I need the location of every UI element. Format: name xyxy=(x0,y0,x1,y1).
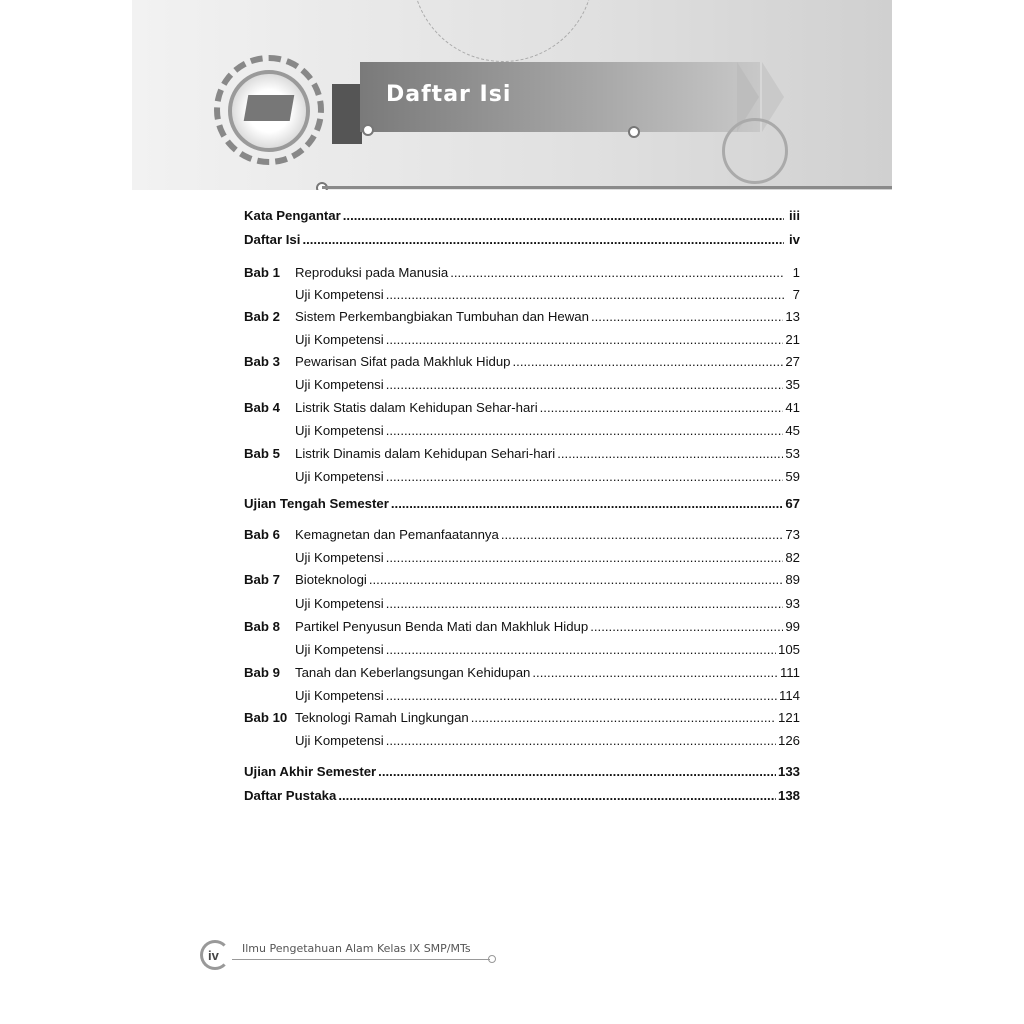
chapter-number xyxy=(244,423,295,439)
dot-leader xyxy=(338,788,776,804)
book-title: Ilmu Pengetahuan Alam Kelas IX SMP/MTs xyxy=(242,942,471,955)
chapter-number: Bab 6 xyxy=(244,527,280,542)
dot-leader xyxy=(590,619,783,635)
dot-leader xyxy=(302,232,784,248)
entry-page: 35 xyxy=(785,377,800,392)
chapter-number xyxy=(244,287,295,303)
toc-entry xyxy=(244,527,800,543)
entry-title: Ujian Akhir Semester xyxy=(244,764,377,779)
entry-page: 73 xyxy=(785,527,800,542)
dot-leader xyxy=(378,764,776,780)
chapter-number: Bab 8 xyxy=(244,619,280,634)
chapter-number: Bab 10 xyxy=(244,710,288,725)
toc-entry xyxy=(244,788,800,804)
chapter-number xyxy=(244,733,295,749)
entry-title: Tanah dan Keberlangsungan Kehidupan xyxy=(295,665,531,680)
entry-page: 45 xyxy=(785,423,800,438)
chapter-number xyxy=(244,469,295,485)
dot-leader xyxy=(369,572,783,588)
toc-entry xyxy=(244,377,800,393)
gear-icon xyxy=(722,118,788,184)
toc-entry xyxy=(244,572,800,588)
toc-entry xyxy=(244,446,800,462)
entry-title: Bioteknologi xyxy=(295,572,367,587)
entry-page: 126 xyxy=(777,733,800,748)
entry-page: 111 xyxy=(779,665,800,680)
entry-title: Uji Kompetensi xyxy=(295,733,384,748)
entry-page: 138 xyxy=(777,788,800,803)
toc-entry xyxy=(244,309,800,325)
entry-page: 53 xyxy=(785,446,800,461)
chapter-number xyxy=(244,596,295,612)
entry-title: Reproduksi pada Manusia xyxy=(295,265,449,280)
entry-page: 67 xyxy=(785,496,800,511)
entry-page: 59 xyxy=(785,469,800,484)
entry-title: Ujian Tengah Semester xyxy=(244,496,389,511)
dot-leader xyxy=(386,469,784,485)
dot-leader xyxy=(540,400,784,416)
entry-page: 27 xyxy=(785,354,800,369)
chapter-number xyxy=(244,332,295,348)
entry-page: 99 xyxy=(785,619,800,634)
chapter-number: Bab 4 xyxy=(244,400,280,415)
decorative-dashed-circle xyxy=(412,0,594,62)
dot-leader xyxy=(386,377,784,393)
dot-leader xyxy=(386,550,784,566)
node-icon xyxy=(362,124,374,136)
entry-page: iv xyxy=(789,232,800,247)
toc-entry xyxy=(244,764,800,780)
entry-page: 41 xyxy=(785,400,800,415)
toc-entry xyxy=(244,688,800,704)
entry-title: Uji Kompetensi xyxy=(295,688,384,703)
chapter-number: Bab 2 xyxy=(244,309,280,324)
dot-leader xyxy=(386,642,776,658)
page-number: iv xyxy=(208,948,219,963)
dot-leader xyxy=(343,208,784,224)
banner-divider xyxy=(322,186,892,189)
chapter-number: Bab 1 xyxy=(244,265,280,280)
dot-leader xyxy=(501,527,784,543)
page-title: Daftar Isi xyxy=(386,82,512,107)
entry-title: Listrik Statis dalam Kehidupan Sehar-hari xyxy=(295,400,538,415)
entry-page: 114 xyxy=(778,688,800,703)
entry-title: Uji Kompetensi xyxy=(295,332,384,347)
dot-leader xyxy=(532,665,778,681)
toc-entry xyxy=(244,665,800,681)
chapter-number: Bab 3 xyxy=(244,354,280,369)
toc-entry xyxy=(244,596,800,612)
dot-leader xyxy=(391,496,783,512)
entry-page: 105 xyxy=(777,642,800,657)
ribbon-fold xyxy=(332,84,362,144)
node-icon xyxy=(628,126,640,138)
toc-entry xyxy=(244,550,800,566)
entry-title: Pewarisan Sifat pada Makhluk Hidup xyxy=(295,354,511,369)
footer-line-end-icon xyxy=(488,955,496,963)
chapter-number xyxy=(244,688,295,704)
entry-title: Uji Kompetensi xyxy=(295,377,384,392)
toc-entry xyxy=(244,208,800,224)
chapter-number xyxy=(244,642,295,658)
dot-leader xyxy=(386,423,784,439)
entry-page: 21 xyxy=(785,332,800,347)
chapter-number: Bab 7 xyxy=(244,572,280,587)
toc-entry xyxy=(244,287,800,303)
toc-entry xyxy=(244,265,800,281)
entry-page: iii xyxy=(789,208,800,223)
chapter-number xyxy=(244,377,295,393)
toc-entry xyxy=(244,469,800,485)
toc-entry xyxy=(244,733,800,749)
dot-leader xyxy=(386,596,784,612)
dot-leader xyxy=(386,287,784,303)
dot-leader xyxy=(471,710,776,726)
toc-entry xyxy=(244,400,800,416)
dot-leader xyxy=(386,733,776,749)
entry-title: Teknologi Ramah Lingkungan xyxy=(295,710,469,725)
toc-entry xyxy=(244,423,800,439)
entry-page: 89 xyxy=(785,572,800,587)
entry-page: 93 xyxy=(785,596,800,611)
chapter-number xyxy=(244,550,295,566)
dot-leader xyxy=(591,309,783,325)
entry-title: Daftar Pustaka xyxy=(244,788,337,803)
entry-title: Daftar Isi xyxy=(244,232,301,247)
entry-title: Uji Kompetensi xyxy=(295,550,384,565)
toc-entry xyxy=(244,232,800,248)
dot-leader xyxy=(557,446,783,462)
entry-title: Listrik Dinamis dalam Kehidupan Sehari-hari xyxy=(295,446,556,461)
toc-entry xyxy=(244,642,800,658)
toc-entry xyxy=(244,496,800,512)
entry-page: 82 xyxy=(785,550,800,565)
dot-leader xyxy=(386,332,784,348)
entry-title: Kata Pengantar xyxy=(244,208,341,223)
entry-title: Uji Kompetensi xyxy=(295,642,384,657)
entry-title: Sistem Perkembangbiakan Tumbuhan dan Hewan xyxy=(295,309,589,324)
laptop-globe-icon xyxy=(244,95,295,121)
entry-title: Partikel Penyusun Benda Mati dan Makhluk Hidup xyxy=(295,619,589,634)
entry-title: Uji Kompetensi xyxy=(295,596,384,611)
entry-page: 7 xyxy=(792,287,800,302)
toc-entry xyxy=(244,354,800,370)
entry-title: Kemagnetan dan Pemanfaatannya xyxy=(295,527,499,542)
toc-entry xyxy=(244,332,800,348)
toc-entry xyxy=(244,619,800,635)
entry-title: Uji Kompetensi xyxy=(295,469,384,484)
dot-leader xyxy=(386,688,777,704)
entry-page: 133 xyxy=(777,764,800,779)
toc-entry xyxy=(244,710,800,726)
entry-page: 121 xyxy=(777,710,800,725)
entry-title: Uji Kompetensi xyxy=(295,287,384,302)
chapter-number: Bab 5 xyxy=(244,446,280,461)
entry-page: 13 xyxy=(785,309,800,324)
chapter-number: Bab 9 xyxy=(244,665,280,680)
dot-leader xyxy=(450,265,784,281)
entry-page: 1 xyxy=(792,265,800,280)
header-banner xyxy=(132,0,892,190)
page-footer xyxy=(200,940,500,970)
dot-leader xyxy=(513,354,784,370)
footer-line xyxy=(232,959,490,960)
entry-title: Uji Kompetensi xyxy=(295,423,384,438)
